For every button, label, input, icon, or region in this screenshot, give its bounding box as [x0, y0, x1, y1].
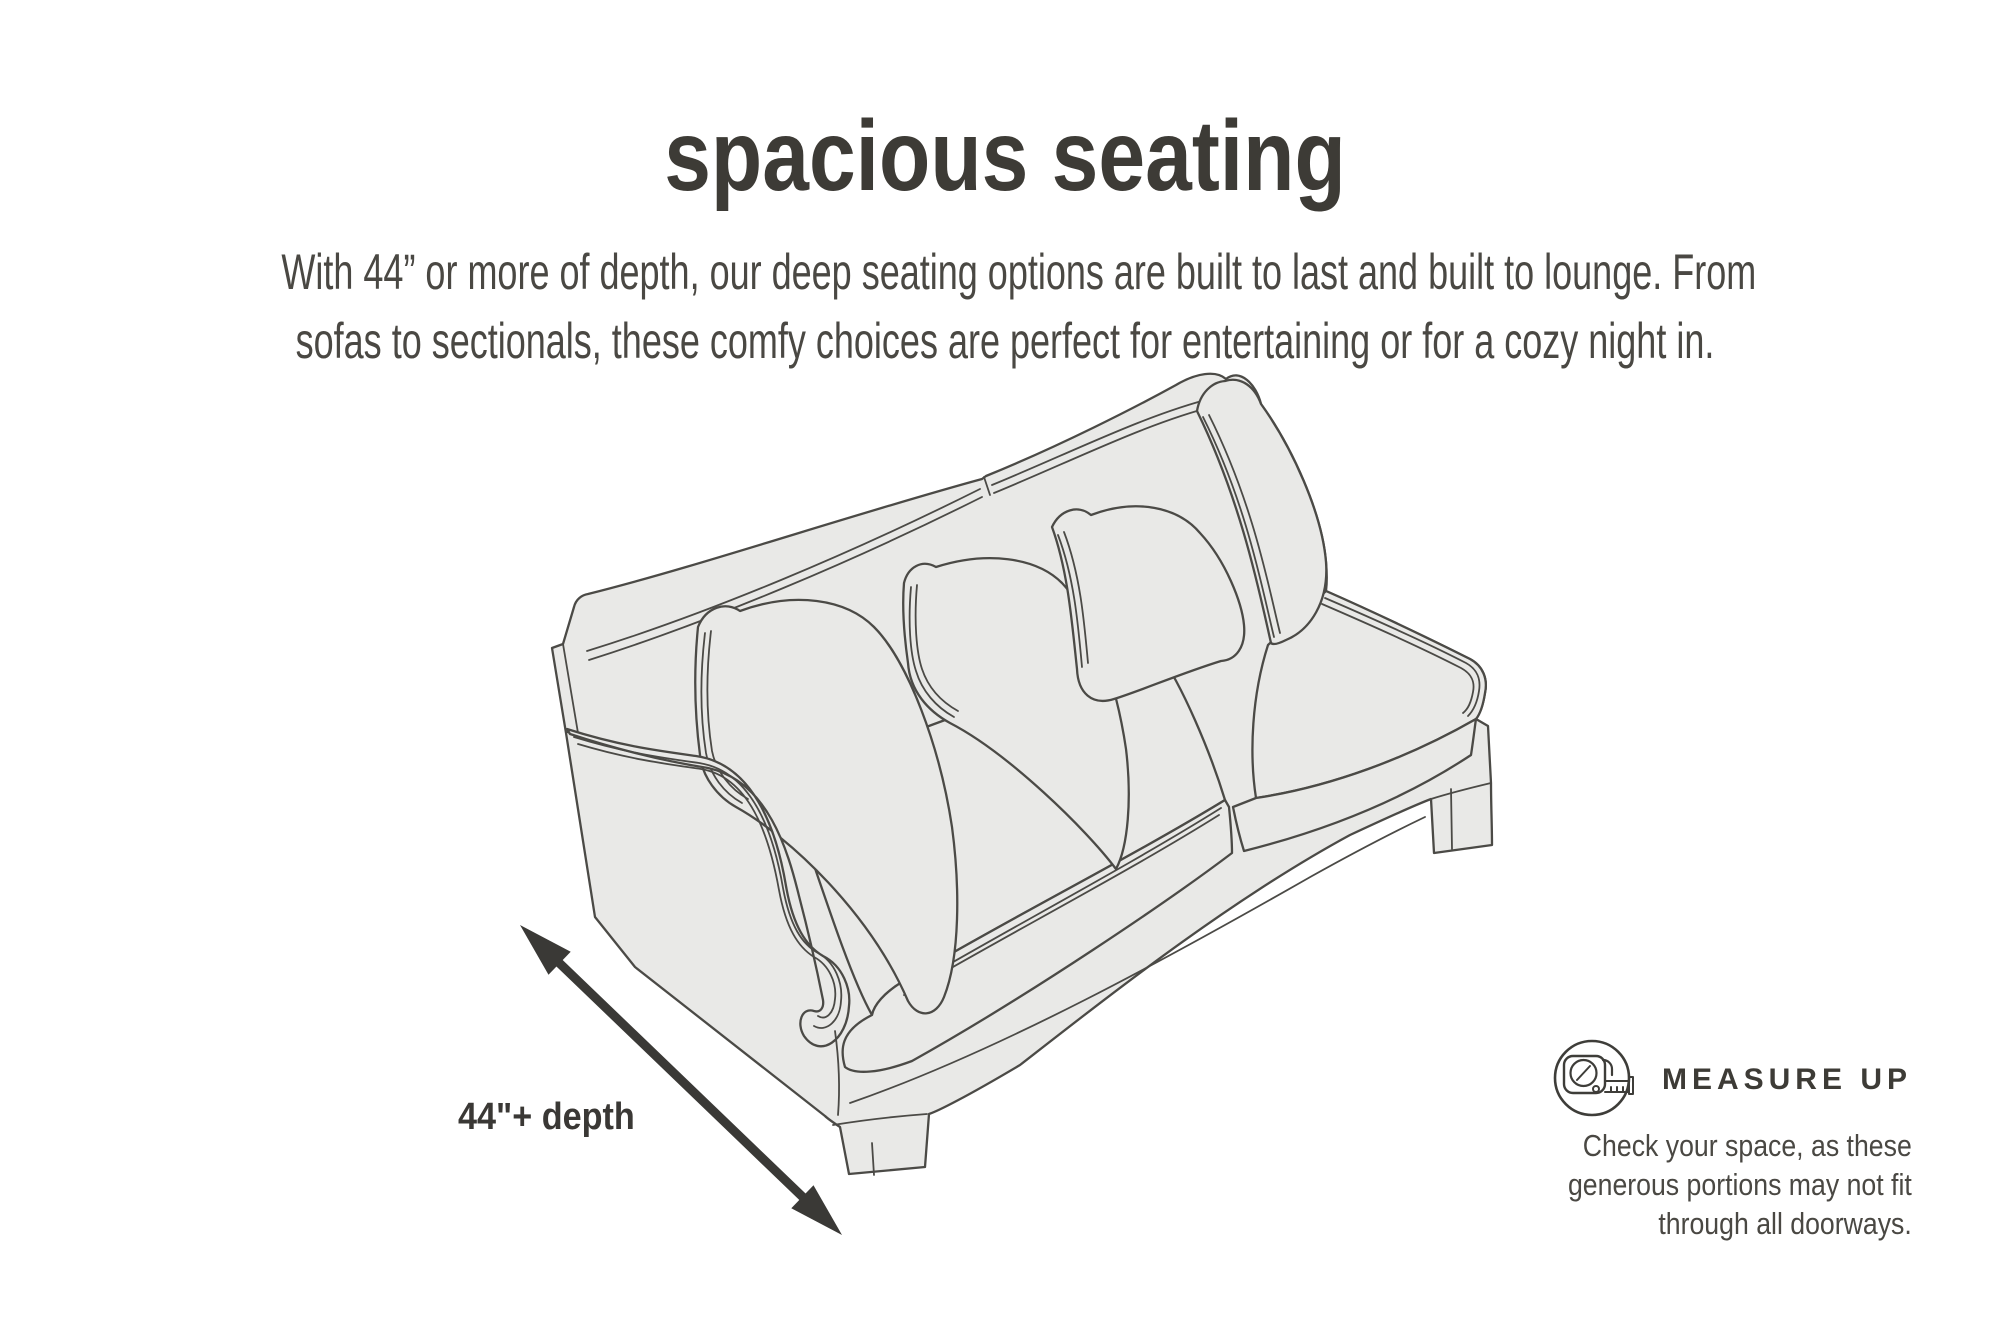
- description-line-2: sofas to sectionals, these comfy choices are perfect for entertaining or for a cozy night in.: [295, 313, 1715, 369]
- depth-arrow-svg: [500, 905, 860, 1255]
- measure-up-note-line-3: through all doorways.: [1658, 1206, 1912, 1241]
- right-leg-facet: [1451, 789, 1452, 849]
- description-line-1: With 44” or more of depth, our deep seating options are built to last and built to lounge. From: [281, 244, 1757, 300]
- arrow-shaft: [552, 956, 810, 1204]
- measure-up-block: [1512, 1036, 1912, 1243]
- depth-arrow: [500, 905, 860, 1255]
- depth-label: 44"+ depth: [458, 1096, 635, 1138]
- measure-up-header: [1512, 1036, 1912, 1124]
- measure-up-heading: MEASURE UP: [1661, 1063, 1912, 1096]
- tape-measure-icon: [1548, 1034, 1636, 1127]
- measure-up-note: [1568, 1126, 1912, 1243]
- measure-up-note-line-2: generous portions may not fit: [1568, 1167, 1912, 1202]
- measure-up-note-line-1: Check your space, as these: [1583, 1128, 1912, 1163]
- page-title: spacious seating: [664, 100, 1346, 212]
